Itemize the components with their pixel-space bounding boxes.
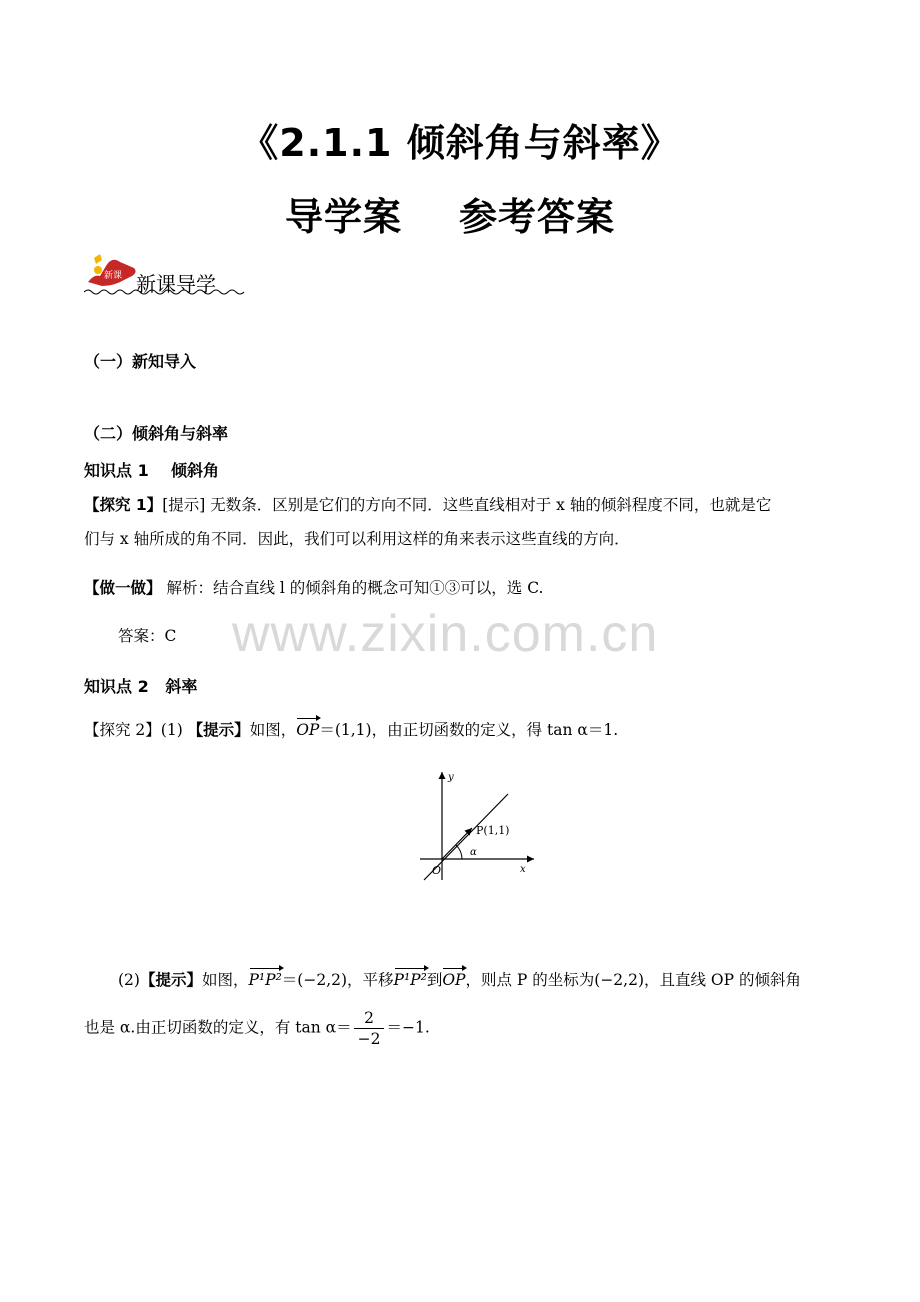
kp2-heading: 知识点 2 斜率	[84, 677, 198, 696]
explore2-text-a: 如图，	[249, 721, 297, 739]
do-it-line	[84, 576, 543, 598]
header-badge	[84, 252, 254, 296]
angle-label: α	[470, 847, 477, 858]
kp1-text-1: 无数条．区别是它们的方向不同．这些直线相对于 x 轴的倾斜程度不同，也就是它	[210, 496, 772, 514]
hint-tag-3: 【提示】	[139, 971, 202, 989]
badge-wavy-underline	[84, 288, 250, 296]
explore2-text-b: ＝(1,1)，由正切函数的定义，得 tan α＝1.	[319, 721, 619, 739]
p3-line	[84, 1008, 430, 1049]
explore2-line	[84, 718, 618, 740]
vector-op: OP	[296, 721, 320, 739]
p2-text-c: 到	[426, 971, 443, 989]
section-new-intro: （一）新知导入	[84, 352, 197, 371]
point-label: P(1,1)	[476, 824, 510, 837]
p2-prefix: (2)	[118, 971, 140, 989]
fraction-numerator: 2	[354, 1008, 385, 1029]
page-title: 《2.1.1 倾斜角与斜率》	[240, 121, 680, 165]
badge-icon	[84, 252, 140, 292]
do-it-text: 解析：结合直线 l 的倾斜角的概念可知①③可以，选 C.	[166, 579, 544, 597]
explore1-tag: 【探究 1】	[84, 496, 163, 514]
vector-p1p2-2: P¹P²	[393, 971, 427, 989]
do-it-tag: 【做一做】	[84, 579, 162, 597]
hint-tag-2: 【提示】	[187, 721, 250, 739]
p2-text-d: ，则点 P 的坐标为(−2,2)，且直线 OP 的倾斜角	[465, 971, 801, 989]
p3-text-a: 也是 α.由正切函数的定义，有 tan α＝	[84, 1018, 352, 1037]
vector-op-2: OP	[442, 971, 466, 989]
hint-tag-1: [提示]	[162, 496, 206, 514]
p2-text-a: 如图，	[201, 971, 249, 989]
p3-text-b: ＝−1.	[386, 1018, 430, 1037]
svg-text:新课: 新课	[104, 271, 123, 281]
vector-p1p2: P¹P²	[248, 971, 282, 989]
answer-line: 答案：C	[118, 627, 177, 645]
section-angle-slope: （二）倾斜角与斜率	[84, 424, 229, 443]
p2-line	[118, 968, 801, 990]
watermark: www.zixin.com.cn	[232, 605, 659, 663]
vector-op-arrow	[442, 828, 472, 859]
kp1-heading: 知识点 1 倾斜角	[84, 461, 219, 480]
p2-text-b: ＝(−2,2)，平移	[281, 971, 394, 989]
fraction	[354, 1008, 385, 1049]
coordinate-figure	[410, 762, 550, 892]
y-label: y	[448, 772, 454, 783]
origin-label: O	[432, 864, 442, 877]
explore2-prefix: 【探究 2】(1)	[84, 721, 188, 739]
page-subtitle: 导学案 参考答案	[285, 195, 615, 239]
fraction-denominator: −2	[357, 1030, 381, 1048]
kp1-line2: 们与 x 轴所成的角不同．因此，我们可以利用这样的角来表示这些直线的方向．	[84, 530, 630, 548]
badge-label: 新课导学	[136, 272, 216, 296]
kp1-line1	[84, 493, 771, 515]
x-label: x	[520, 864, 526, 875]
